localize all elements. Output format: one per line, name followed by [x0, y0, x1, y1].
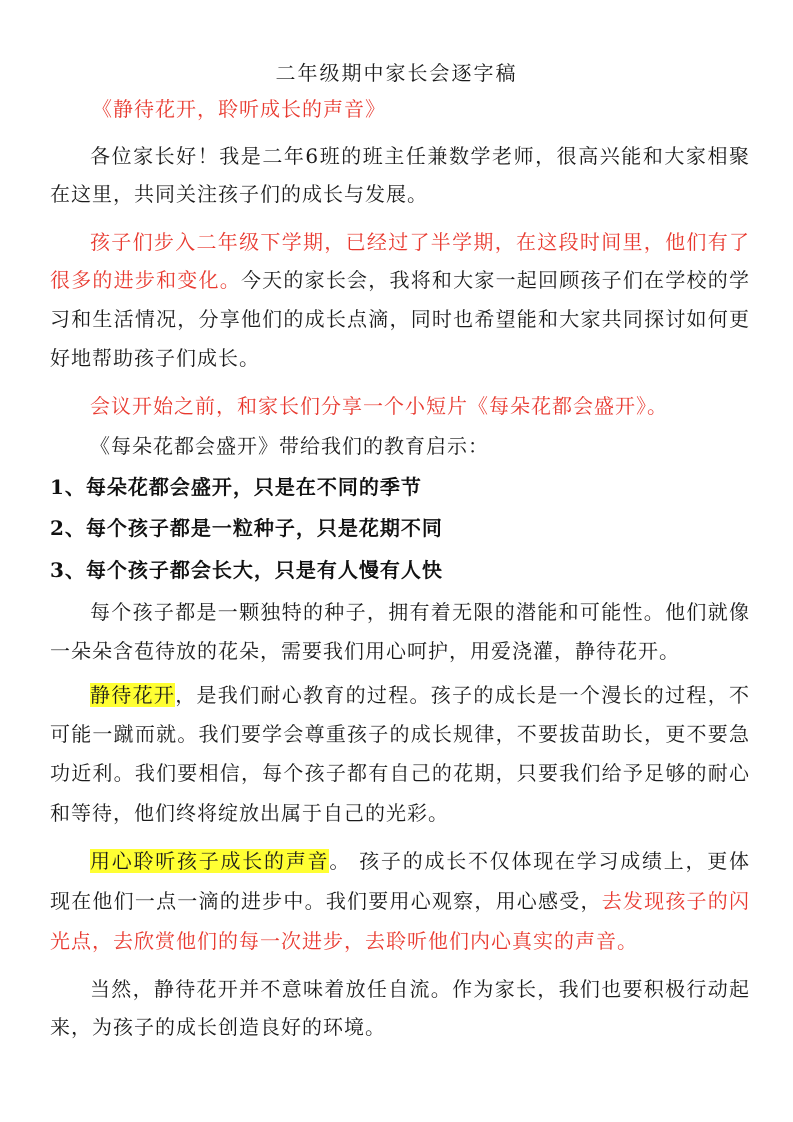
highlight-wait-bloom: 静待花开: [90, 683, 176, 707]
progress-line-4: 好地帮助孩子们成长。: [50, 346, 260, 370]
point-3: 3、每个孩子都会长大，只是有人慢有人快: [50, 558, 443, 582]
listen-line-1: [90, 847, 750, 875]
patience-line-3: 功近利。我们要相信，每个孩子都有自己的花期，只要我们给予足够的耐心: [50, 761, 750, 785]
listen-line-2: [50, 887, 750, 915]
seed-line-1: 每个孩子都是一颗独特的种子，拥有着无限的潜能和可能性。他们就像: [90, 600, 750, 624]
listen-line-3: 光点，去欣赏他们的每一次进步，去聆听他们内心真实的声音。: [50, 929, 638, 953]
document-title: 二年级期中家长会逐字稿: [275, 61, 518, 85]
progress-line-3: 习和生活情况，分享他们的成长点滴，同时也希望能和大家共同探讨如何更: [50, 307, 750, 331]
intro-line-1: 各位家长好！我是二年6班的班主任兼数学老师，很高兴能和大家相聚: [90, 144, 750, 168]
listen-text: 。 孩子的成长不仅体现在学习成绩上，更体: [329, 849, 751, 873]
highlight-listen: 用心聆听孩子成长的声音: [90, 849, 330, 873]
video-intro: 会议开始之前，和家长们分享一个小短片《每朵花都会盛开》。: [90, 394, 668, 418]
intro-line-2: 在这里，共同关注孩子们的成长与发展。: [50, 182, 428, 206]
progress-line-1: 孩子们步入二年级下学期，已经过了半学期，在这段时间里，他们有了: [90, 230, 750, 254]
listen-text-2: 现在他们一点一滴的进步中。我们要用心观察，用心感受，: [50, 889, 602, 913]
action-line-2: 来，为孩子的成长创造良好的环境。: [50, 1015, 386, 1039]
inspiration-heading: 《每朵花都会盛开》带给我们的教育启示：: [90, 434, 489, 458]
patience-line-4: 和等待，他们终将绽放出属于自己的光彩。: [50, 801, 449, 825]
point-2: 2、每个孩子都是一粒种子，只是花期不同: [50, 516, 443, 540]
listen-red-2: 去发现孩子的闪: [601, 889, 750, 913]
progress-rest-text: 今天的家长会，我将和大家一起回顾孩子们在学校的学: [240, 268, 750, 292]
patience-line-1: [90, 681, 750, 709]
subtitle: 《静待花开，聆听成长的声音》: [92, 97, 386, 121]
seed-line-2: 一朵朵含苞待放的花朵，需要我们用心呵护，用爱浇灌，静待花开。: [50, 639, 680, 663]
point-1: 1、每朵花都会盛开，只是在不同的季节: [50, 475, 422, 499]
progress-red-text: 很多的进步和变化。: [50, 268, 241, 292]
action-line-1: 当然，静待花开并不意味着放任自流。作为家长，我们也要积极行动起: [90, 977, 750, 1001]
patience-line-2: 可能一蹴而就。我们要学会尊重孩子的成长规律，不要拔苗助长，更不要急: [50, 722, 750, 746]
patience-text: ，是我们耐心教育的过程。孩子的成长是一个漫长的过程，不: [175, 683, 751, 707]
progress-line-2: [50, 266, 750, 294]
